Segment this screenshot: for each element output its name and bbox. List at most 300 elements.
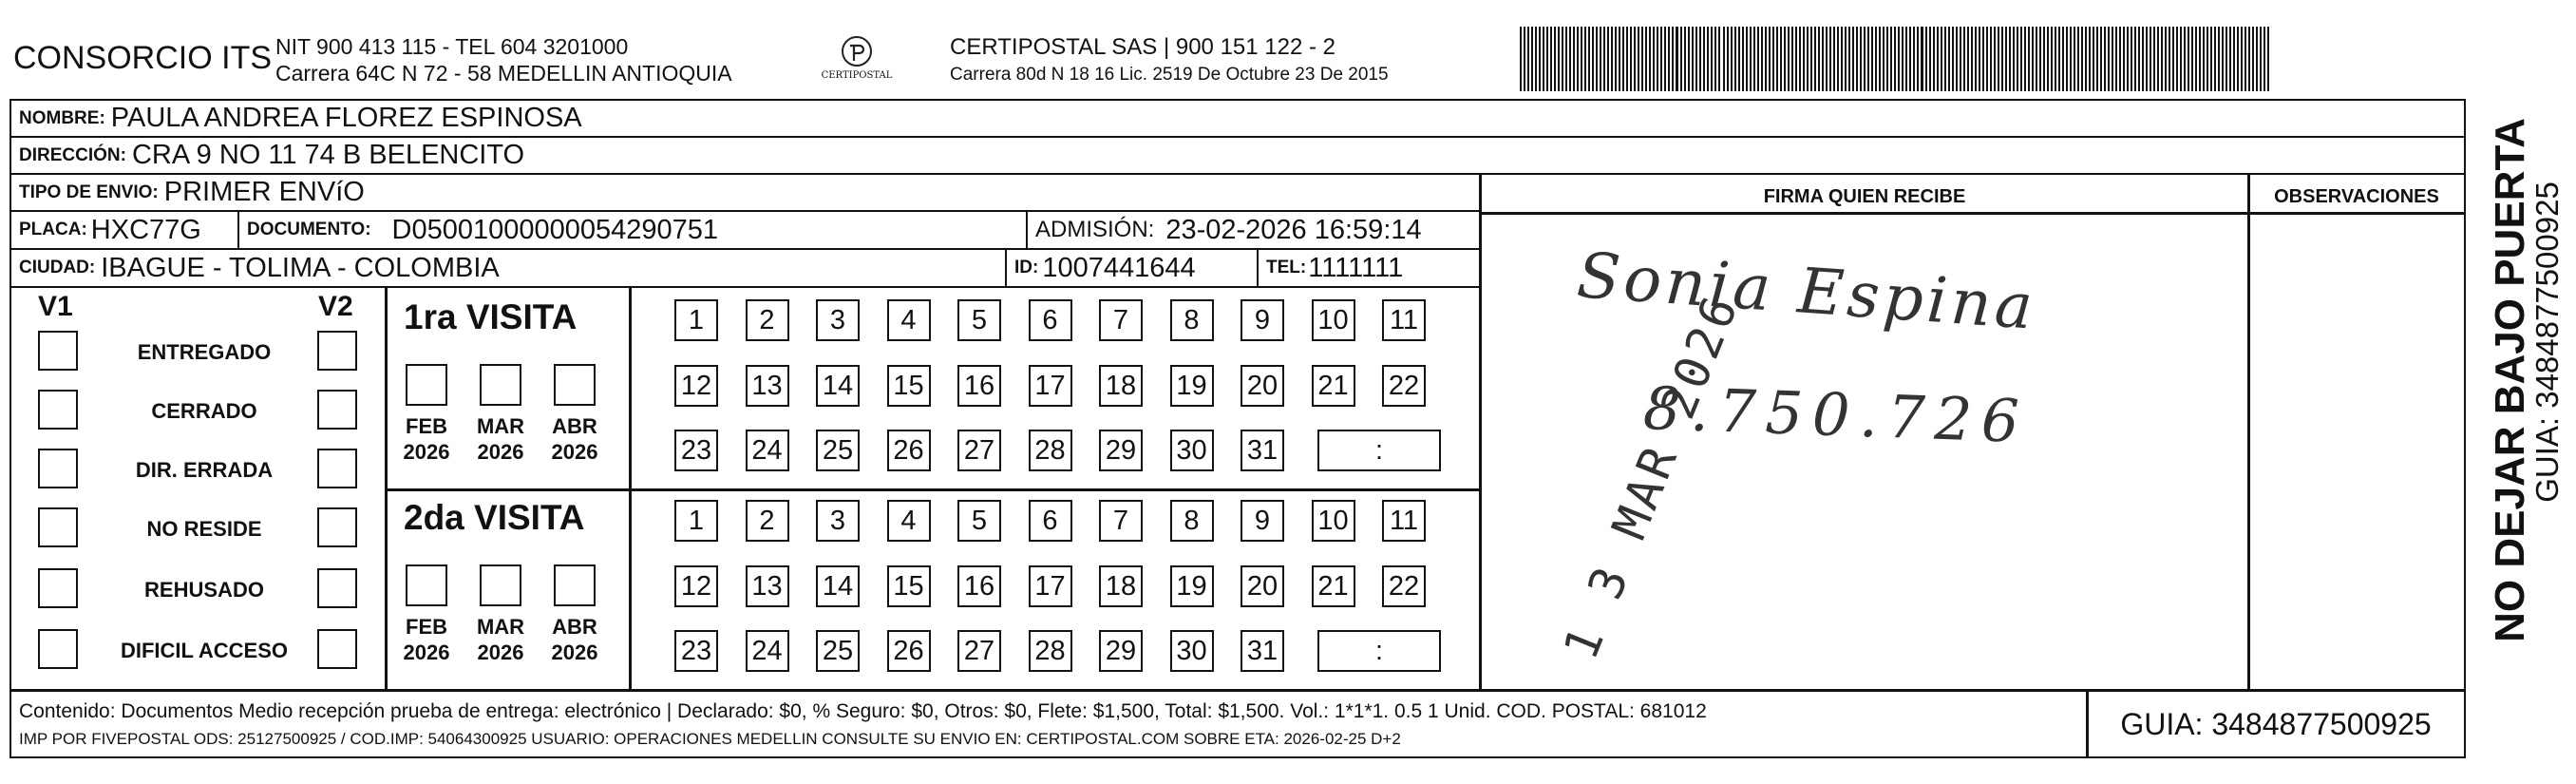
barcode-bar: [2263, 27, 2265, 91]
document-cell: [239, 212, 1028, 250]
barcode-bar: [2005, 27, 2007, 91]
barcode-bar: [2115, 27, 2117, 91]
recipient-address: CRA 9 NO 11 74 B BELENCITO: [131, 140, 525, 170]
barcode-bar: [1711, 27, 1713, 91]
barcode: [1520, 27, 2272, 91]
barcode-bar: [1699, 27, 1701, 91]
barcode-bar: [2112, 27, 2113, 91]
barcode-bar: [2009, 27, 2011, 91]
barcode-bar: [2096, 27, 2098, 91]
month-label: MAR: [476, 414, 525, 438]
day-box[interactable]: 19: [1170, 565, 1214, 607]
barcode-bar: [2260, 27, 2262, 91]
barcode-bar: [1841, 27, 1843, 91]
barcode-bar: [2233, 27, 2235, 91]
barcode-bar: [1543, 27, 1544, 91]
day-box[interactable]: 14: [816, 365, 860, 407]
barcode-bar: [2108, 27, 2110, 91]
status-option-label: DIFICIL ACCESO: [120, 639, 288, 662]
barcode-bar: [2055, 27, 2056, 91]
day-box[interactable]: 7: [1099, 500, 1143, 542]
barcode-bar: [1638, 27, 1639, 91]
time-box[interactable]: :: [1317, 430, 1441, 471]
plate-label: PLACA:: [19, 220, 87, 239]
barcode-bar: [1845, 27, 1847, 91]
status-option-label: DIR. ERRADA: [135, 458, 274, 482]
barcode-bar: [1565, 27, 1567, 91]
barcode-bar: [2142, 27, 2144, 91]
barcode-bar: [1956, 27, 1958, 91]
barcode-bar: [1894, 27, 1896, 91]
month-label: MAR: [476, 615, 525, 639]
barcode-bar: [2267, 27, 2269, 91]
day-box[interactable]: 22: [1382, 365, 1426, 407]
barcode-bar: [1788, 27, 1790, 91]
barcode-bar: [2214, 27, 2216, 91]
send-type-row: [11, 175, 1479, 212]
barcode-bar: [1615, 27, 1617, 91]
barcode-bar: [2161, 27, 2163, 91]
day-box[interactable]: 18: [1099, 565, 1143, 607]
day-box[interactable]: 13: [746, 565, 789, 607]
barcode-bar: [1879, 27, 1881, 91]
barcode-bar: [1731, 27, 1733, 91]
day-box[interactable]: 9: [1241, 299, 1284, 341]
barcode-bar: [1680, 27, 1682, 91]
barcode-bar: [1810, 27, 1812, 91]
barcode-bar: [2081, 27, 2083, 91]
day-box[interactable]: 26: [887, 430, 931, 471]
barcode-bar: [1703, 27, 1705, 91]
plate-cell: [11, 212, 239, 250]
barcode-bar: [1596, 27, 1598, 91]
day-box[interactable]: 17: [1029, 565, 1072, 607]
barcode-bar: [1688, 27, 1690, 91]
day-box[interactable]: 8: [1170, 299, 1214, 341]
day-box[interactable]: 15: [887, 365, 931, 407]
barcode-bar: [1795, 27, 1797, 91]
admission-label: ADMISIÓN:: [1035, 217, 1155, 242]
barcode-bar: [1664, 27, 1666, 91]
barcode-bar: [1990, 27, 1992, 91]
barcode-bar: [1592, 27, 1594, 91]
barcode-bar: [1982, 27, 1984, 91]
barcode-bar: [1917, 27, 1919, 91]
day-box[interactable]: 30: [1170, 430, 1214, 471]
barcode-bar: [1902, 27, 1904, 91]
barcode-bar: [1875, 27, 1877, 91]
v1-checkbox[interactable]: [38, 390, 78, 430]
visit-title: 1ra VISITA: [404, 297, 578, 336]
send-type-value: PRIMER ENVíO: [163, 177, 365, 207]
barcode-bar: [1952, 27, 1954, 91]
barcode-bar: [1742, 27, 1744, 91]
day-box[interactable]: 19: [1170, 365, 1214, 407]
day-box[interactable]: 12: [674, 565, 718, 607]
barcode-bar: [1886, 27, 1888, 91]
barcode-bar: [1963, 27, 1965, 91]
day-box[interactable]: 27: [957, 430, 1001, 471]
day-box[interactable]: 29: [1099, 430, 1143, 471]
day-box[interactable]: 21: [1312, 365, 1355, 407]
barcode-bar: [2195, 27, 2197, 91]
barcode-bar: [1520, 27, 1522, 91]
city-label: CIUDAD:: [19, 258, 96, 277]
day-box[interactable]: 10: [1312, 299, 1355, 341]
barcode-bar: [1738, 27, 1740, 91]
barcode-bar: [2184, 27, 2186, 91]
barcode-bar: [1603, 27, 1605, 91]
barcode-bar: [1765, 27, 1767, 91]
tel-label: TEL:: [1266, 258, 1307, 277]
barcode-bar: [2252, 27, 2254, 91]
day-box[interactable]: 20: [1241, 565, 1284, 607]
barcode-bar: [2127, 27, 2129, 91]
day-box[interactable]: 5: [957, 500, 1001, 542]
address-label: DIRECCIÓN:: [19, 144, 126, 165]
barcode-bar: [1649, 27, 1651, 91]
admission-value: 23-02-2026 16:59:14: [1165, 214, 1422, 245]
footer-guia: GUIA: 3484877500925: [2120, 707, 2432, 741]
v2-label: V2: [318, 291, 353, 322]
city-cell: [11, 250, 1007, 288]
status-option-label: CERRADO: [151, 399, 257, 423]
barcode-bar: [2248, 27, 2250, 91]
day-box[interactable]: 6: [1029, 500, 1072, 542]
barcode-bar: [1527, 27, 1529, 91]
day-box[interactable]: 22: [1382, 565, 1426, 607]
name-label: NOMBRE:: [19, 107, 105, 128]
v2-checkbox[interactable]: [317, 629, 357, 669]
barcode-bar: [2123, 27, 2125, 91]
barcode-bar: [2180, 27, 2182, 91]
barcode-bar: [1581, 27, 1582, 91]
barcode-bar: [2169, 27, 2170, 91]
barcode-bar: [2077, 27, 2079, 91]
barcode-bar: [2256, 27, 2258, 91]
barcode-bar: [1791, 27, 1793, 91]
day-box[interactable]: 16: [957, 565, 1001, 607]
day-box[interactable]: 28: [1029, 630, 1072, 672]
barcode-bar: [1672, 27, 1674, 91]
signature-divider: [1479, 175, 1482, 689]
company-address-line: Carrera 64C N 72 - 58 MEDELLIN ANTIOQUIA: [275, 61, 732, 86]
barcode-bar: [1925, 27, 1927, 91]
v1-checkbox[interactable]: [38, 507, 78, 547]
day-box[interactable]: 13: [746, 365, 789, 407]
day-box[interactable]: 11: [1382, 299, 1426, 341]
barcode-bar: [1573, 27, 1575, 91]
send-type-label: TIPO DE ENVIO:: [19, 182, 159, 202]
barcode-bar: [1784, 27, 1786, 91]
barcode-bar: [1864, 27, 1866, 91]
month-checkbox[interactable]: [554, 364, 596, 406]
barcode-bar: [2203, 27, 2205, 91]
barcode-bar: [1905, 27, 1907, 91]
barcode-bar: [2241, 27, 2243, 91]
day-box[interactable]: 6: [1029, 299, 1072, 341]
barcode-bar: [2085, 27, 2087, 91]
day-box[interactable]: 23: [674, 430, 718, 471]
barcode-bar: [2036, 27, 2037, 91]
v2-checkbox[interactable]: [317, 331, 357, 371]
signature-header-line: [1479, 212, 2464, 215]
barcode-bar: [2229, 27, 2231, 91]
date-stamp: 1 3 MAR 2026: [1553, 285, 1751, 667]
barcode-bar: [1860, 27, 1862, 91]
barcode-bar: [1684, 27, 1686, 91]
visit-row-divider: [385, 488, 1479, 491]
barcode-bar: [1867, 27, 1869, 91]
barcode-bar: [1718, 27, 1720, 91]
barcode-bar: [1780, 27, 1782, 91]
visit-title: 2da VISITA: [404, 498, 585, 537]
day-box[interactable]: 15: [887, 565, 931, 607]
barcode-bar: [1692, 27, 1694, 91]
day-box[interactable]: 3: [816, 299, 860, 341]
barcode-bar: [2066, 27, 2068, 91]
day-box[interactable]: 4: [887, 500, 931, 542]
barcode-bar: [1975, 27, 1977, 91]
day-box[interactable]: 11: [1382, 500, 1426, 542]
day-box[interactable]: 23: [674, 630, 718, 672]
barcode-bar: [1814, 27, 1816, 91]
barcode-bar: [1994, 27, 1996, 91]
barcode-bar: [2028, 27, 2030, 91]
month-year-label: 2026: [403, 641, 450, 664]
barcode-bar: [1546, 27, 1548, 91]
barcode-bar: [1676, 27, 1678, 91]
month-label: ABR: [552, 615, 597, 639]
barcode-bar: [2176, 27, 2178, 91]
barcode-bar: [1837, 27, 1839, 91]
barcode-bar: [1848, 27, 1850, 91]
side-guia: GUIA: 3484877500925: [2529, 182, 2565, 503]
barcode-bar: [1626, 27, 1628, 91]
barcode-bar: [1619, 27, 1620, 91]
barcode-bar: [1883, 27, 1885, 91]
v1-checkbox[interactable]: [38, 449, 78, 488]
barcode-bar: [1826, 27, 1828, 91]
barcode-bar: [2218, 27, 2220, 91]
barcode-bar: [1772, 27, 1774, 91]
barcode-bar: [1948, 27, 1950, 91]
barcode-bar: [2146, 27, 2148, 91]
barcode-bar: [1769, 27, 1771, 91]
barcode-bar: [1653, 27, 1655, 91]
day-box[interactable]: 26: [887, 630, 931, 672]
barcode-bar: [1622, 27, 1624, 91]
admission-cell: [1028, 212, 1479, 250]
observations-divider: [2247, 175, 2250, 689]
footer-content-line: Contenido: Documentos Medio recepción prueba de entrega: electrónico | Declarado: $0, % Seguro: $0, Otros: $0, Flete: $1,500, Total: $1,500. Vol.: 1*1*1. 0.5 1 Unid. COD. POSTAL: 681012: [19, 700, 1707, 722]
barcode-bar: [1531, 27, 1533, 91]
v1-checkbox[interactable]: [38, 568, 78, 608]
barcode-bar: [1630, 27, 1632, 91]
barcode-bar: [2032, 27, 2034, 91]
barcode-bar: [1707, 27, 1709, 91]
barcode-bar: [2070, 27, 2072, 91]
barcode-bar: [1799, 27, 1801, 91]
status-option-label: NO RESIDE: [146, 517, 262, 541]
barcode-bar: [1807, 27, 1809, 91]
day-box[interactable]: 16: [957, 365, 1001, 407]
day-box[interactable]: 8: [1170, 500, 1214, 542]
barcode-bar: [2153, 27, 2155, 91]
barcode-bar: [1539, 27, 1541, 91]
footer-top-line: [11, 689, 2464, 692]
observations-label: OBSERVACIONES: [2274, 186, 2439, 207]
handwritten-signature: Sonia Espina: [1574, 239, 2039, 344]
day-box[interactable]: 14: [816, 565, 860, 607]
day-box[interactable]: 12: [674, 365, 718, 407]
barcode-bar: [1941, 27, 1942, 91]
day-box[interactable]: 24: [746, 430, 789, 471]
barcode-bar: [1979, 27, 1980, 91]
barcode-bar: [1818, 27, 1820, 91]
logo-text: CERTIPOSTAL: [821, 70, 893, 81]
v2-checkbox[interactable]: [317, 449, 357, 488]
barcode-bar: [1890, 27, 1892, 91]
day-box[interactable]: 29: [1099, 630, 1143, 672]
barcode-bar: [1558, 27, 1560, 91]
barcode-bar: [2188, 27, 2189, 91]
barcode-bar: [1645, 27, 1647, 91]
barcode-bar: [1761, 27, 1763, 91]
barcode-bar: [2104, 27, 2106, 91]
recipient-name: PAULA ANDREA FLOREZ ESPINOSA: [110, 103, 582, 133]
barcode-bar: [1833, 27, 1835, 91]
barcode-bar: [1723, 27, 1725, 91]
barcode-bar: [1734, 27, 1736, 91]
month-checkbox[interactable]: [406, 564, 447, 606]
barcode-bar: [2222, 27, 2224, 91]
status-option-label: REHUSADO: [144, 578, 264, 602]
barcode-bar: [1944, 27, 1946, 91]
day-box[interactable]: 18: [1099, 365, 1143, 407]
barcode-bar: [2100, 27, 2102, 91]
barcode-bar: [1634, 27, 1636, 91]
barcode-bar: [1554, 27, 1556, 91]
day-box[interactable]: 28: [1029, 430, 1072, 471]
id-label: ID:: [1014, 258, 1039, 277]
barcode-bar: [1960, 27, 1961, 91]
time-box[interactable]: :: [1317, 630, 1441, 672]
barcode-bar: [1986, 27, 1988, 91]
day-box[interactable]: 31: [1241, 430, 1284, 471]
barcode-bar: [1921, 27, 1923, 91]
month-checkbox[interactable]: [554, 564, 596, 606]
barcode-bar: [1600, 27, 1601, 91]
month-checkbox[interactable]: [480, 564, 521, 606]
address-row: [11, 138, 2464, 175]
month-label: FEB: [406, 615, 447, 639]
handwritten-id: 8.750.726: [1641, 373, 2030, 457]
signature-label: FIRMA QUIEN RECIBE: [1763, 186, 1966, 207]
barcode-bar: [1803, 27, 1805, 91]
day-box[interactable]: 4: [887, 299, 931, 341]
barcode-bar: [1829, 27, 1831, 91]
day-box[interactable]: 25: [816, 430, 860, 471]
day-box[interactable]: 30: [1170, 630, 1214, 672]
no-dejar-warning: NO DEJAR BAJO PUERTA: [2487, 118, 2533, 642]
v1-checkbox[interactable]: [38, 629, 78, 669]
barcode-bar: [2062, 27, 2064, 91]
month-year-label: 2026: [477, 440, 524, 464]
barcode-bar: [1668, 27, 1670, 91]
company-name: CONSORCIO ITS: [13, 40, 273, 76]
barcode-bar: [2024, 27, 2026, 91]
barcode-bar: [2191, 27, 2193, 91]
status-option-label: ENTREGADO: [137, 340, 272, 364]
barcode-bar: [1933, 27, 1935, 91]
barcode-bar: [1714, 27, 1716, 91]
name-row: [11, 101, 2464, 138]
barcode-bar: [1577, 27, 1579, 91]
v2-checkbox[interactable]: [317, 507, 357, 547]
day-box[interactable]: 17: [1029, 365, 1072, 407]
barcode-bar: [2210, 27, 2212, 91]
month-label: FEB: [406, 414, 447, 438]
day-box[interactable]: 10: [1312, 500, 1355, 542]
tel-cell: [1259, 250, 1479, 288]
day-box[interactable]: 7: [1099, 299, 1143, 341]
day-box[interactable]: 9: [1241, 500, 1284, 542]
barcode-bar: [2013, 27, 2015, 91]
barcode-bar: [1607, 27, 1609, 91]
barcode-bar: [1657, 27, 1658, 91]
day-box[interactable]: 5: [957, 299, 1001, 341]
day-box[interactable]: 2: [746, 500, 789, 542]
barcode-bar: [2199, 27, 2201, 91]
barcode-bar: [1524, 27, 1525, 91]
day-box[interactable]: 27: [957, 630, 1001, 672]
day-box[interactable]: 31: [1241, 630, 1284, 672]
day-box[interactable]: 25: [816, 630, 860, 672]
barcode-bar: [2119, 27, 2121, 91]
document-label: DOCUMENTO:: [247, 220, 371, 239]
month-label: ABR: [552, 414, 597, 438]
barcode-bar: [1727, 27, 1729, 91]
barcode-bar: [2058, 27, 2060, 91]
day-box[interactable]: 20: [1241, 365, 1284, 407]
barcode-bar: [1660, 27, 1662, 91]
day-box[interactable]: 1: [674, 500, 718, 542]
barcode-bar: [2089, 27, 2091, 91]
day-box[interactable]: 2: [746, 299, 789, 341]
footer-print-line: IMP POR FIVEPOSTAL ODS: 25127500925 / COD.IMP: 54064300925 USUARIO: OPERACIONES MEDELLIN CONSULTE SU ENVIO EN: CERTIPOSTAL.COM SOBRE ETA: 2026-02-25 D+2: [19, 730, 1401, 748]
month-checkbox[interactable]: [480, 364, 521, 406]
v2-checkbox[interactable]: [317, 568, 357, 608]
barcode-bar: [1852, 27, 1854, 91]
day-box[interactable]: 3: [816, 500, 860, 542]
barcode-bar: [2207, 27, 2208, 91]
barcode-bar: [2093, 27, 2094, 91]
id-cell: [1007, 250, 1259, 288]
tel-value: 1111111: [1308, 252, 1404, 283]
day-box[interactable]: 21: [1312, 565, 1355, 607]
month-year-label: 2026: [551, 440, 598, 464]
barcode-bar: [1871, 27, 1873, 91]
day-box[interactable]: 1: [674, 299, 718, 341]
month-checkbox[interactable]: [406, 364, 447, 406]
barcode-bar: [2134, 27, 2136, 91]
barcode-bar: [1695, 27, 1697, 91]
day-box[interactable]: 24: [746, 630, 789, 672]
v1-checkbox[interactable]: [38, 331, 78, 371]
barcode-bar: [1757, 27, 1759, 91]
v2-checkbox[interactable]: [317, 390, 357, 430]
